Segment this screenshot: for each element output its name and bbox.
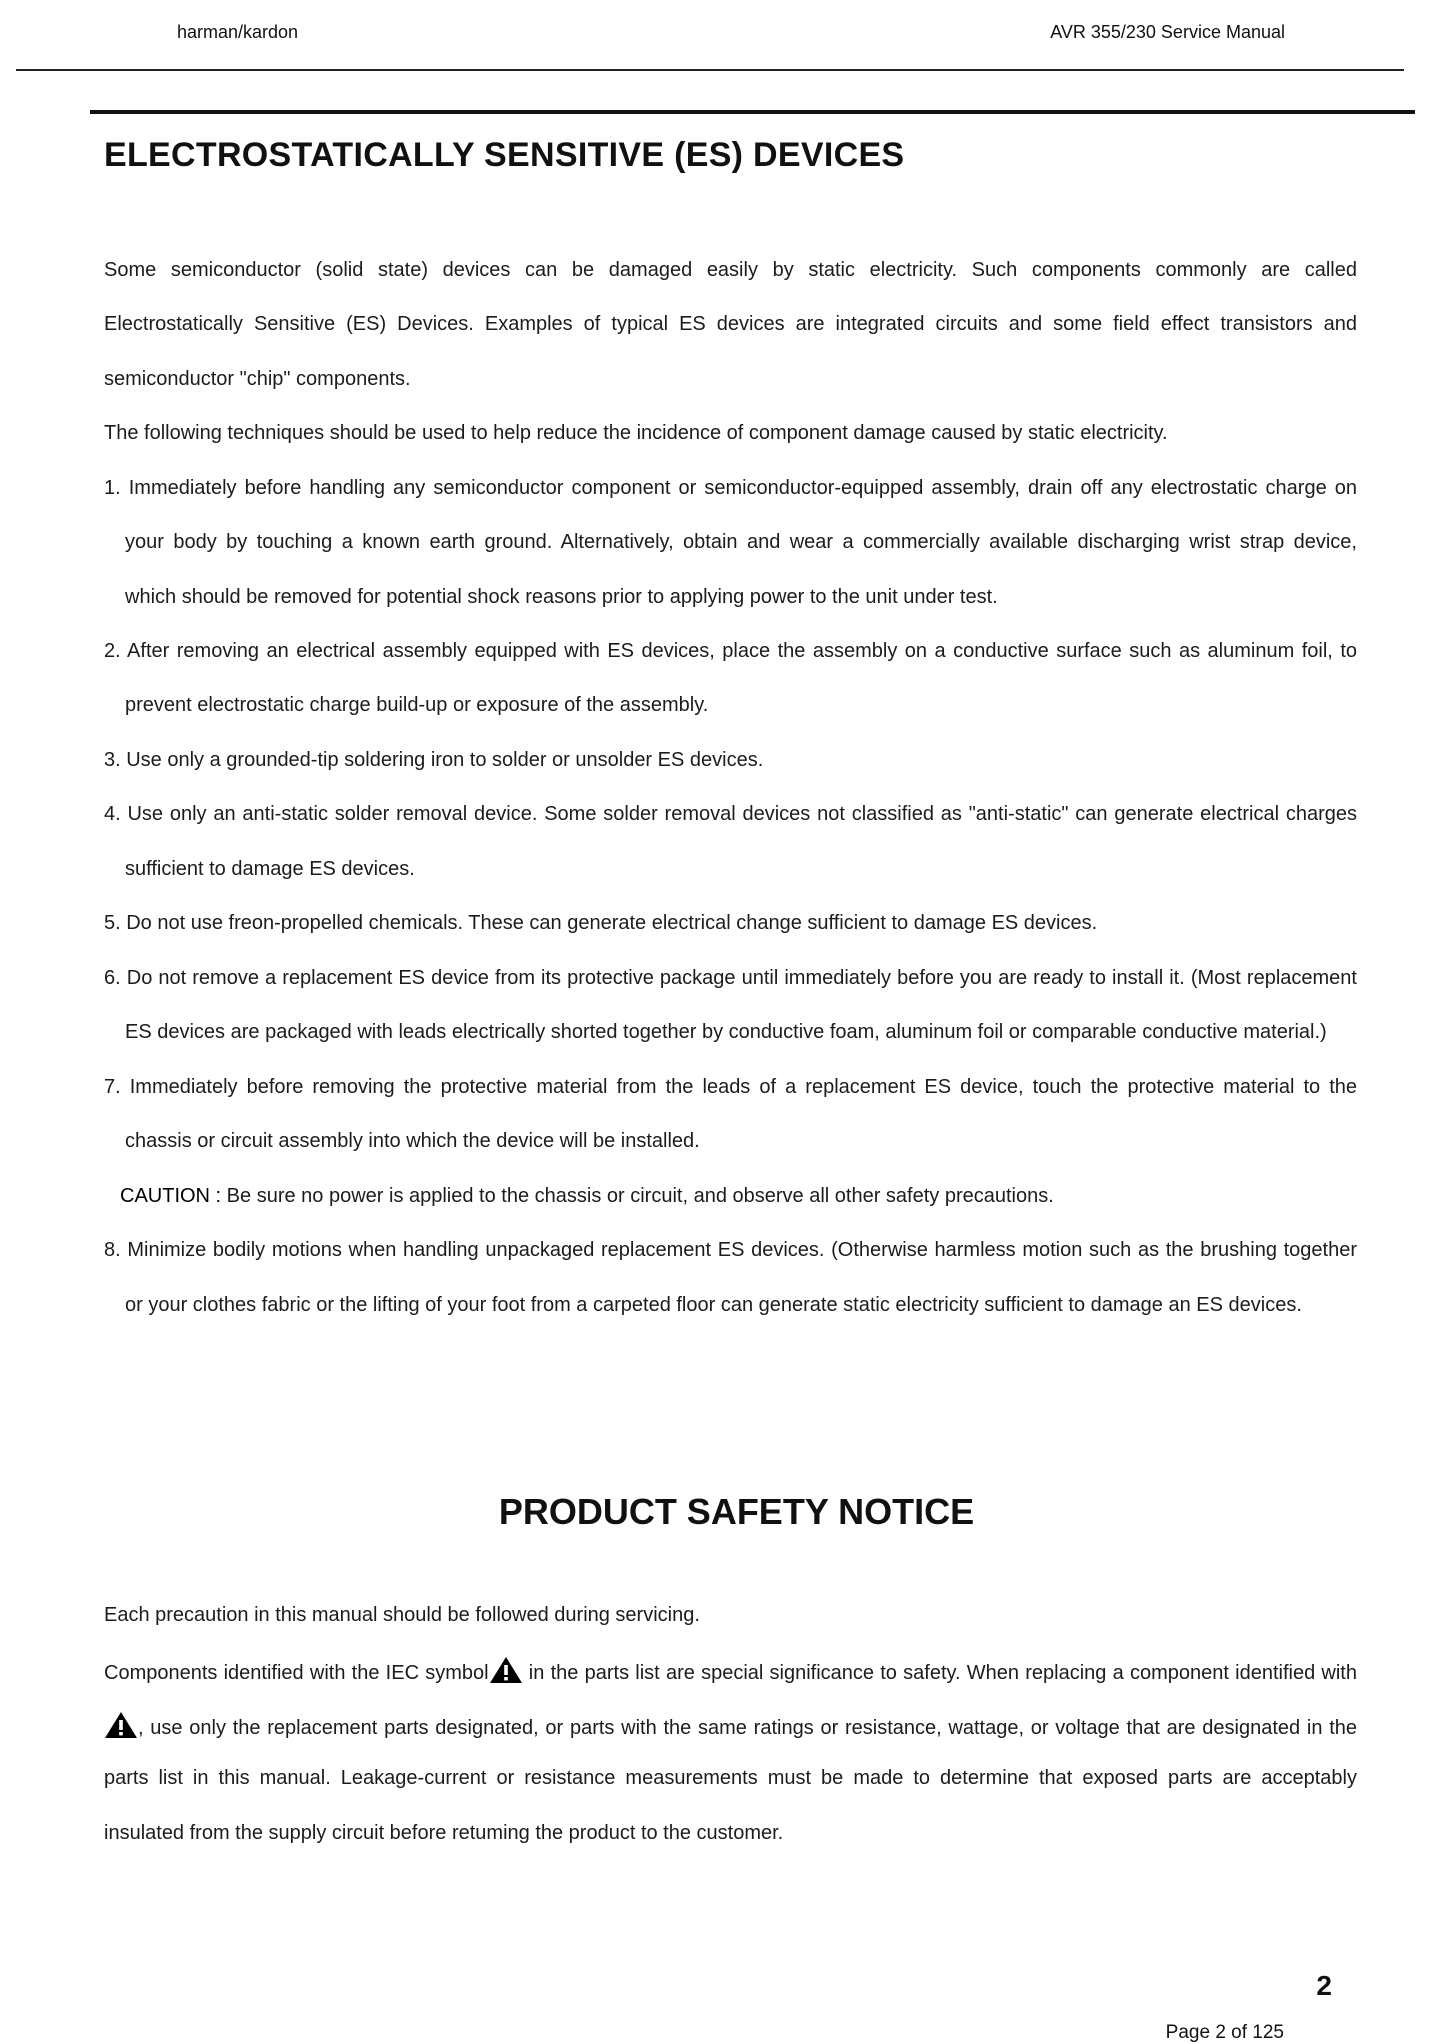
- list-item-6-cont: ES devices are packaged with leads electrically shorted together by conductive foam, aluminum foil or comparable conductive material.): [125, 1021, 1327, 1043]
- safety-line: Each precaution in this manual should be followed during servicing.: [104, 1604, 700, 1626]
- safety-line: insulated from the supply circuit before retuming the product to the customer.: [104, 1822, 784, 1844]
- list-item-4-cont: sufficient to damage ES devices.: [125, 858, 415, 880]
- safety-line-symbol: [104, 1711, 1357, 1741]
- warning-triangle-icon: [104, 1711, 138, 1739]
- list-item-2: 2. After removing an electrical assembly equipped with ES devices, place the assembly on a conductive surface such as aluminum foil, to: [104, 640, 1357, 662]
- es-section-title: ELECTROSTATICALLY SENSITIVE (ES) DEVICES: [104, 136, 905, 174]
- section-divider: [90, 110, 1415, 114]
- list-item-1: 1. Immediately before handling any semiconductor component or semiconductor-equipped assembly, drain off any electrostatic charge on: [104, 477, 1357, 499]
- list-item-4: 4. Use only an anti-static solder removal device. Some solder removal devices not classified as "anti-static" can generate electrical charges: [104, 803, 1357, 825]
- list-item-1-cont: which should be removed for potential shock reasons prior to applying power to the unit under test.: [125, 586, 998, 608]
- list-item-8: 8. Minimize bodily motions when handling unpackaged replacement ES devices. (Otherwise harmless motion such as the brushing together: [104, 1239, 1357, 1261]
- list-item-6: 6. Do not remove a replacement ES device from its protective package until immediately before you are ready to install it. (Most replacement: [104, 967, 1357, 989]
- header-manual-title: AVR 355/230 Service Manual: [1050, 22, 1285, 42]
- caution-note: [120, 1183, 1373, 1209]
- list-item-8-cont: or your clothes fabric or the lifting of your foot from a carpeted floor can generate static electricity sufficient to damage an ES devices.: [125, 1294, 1302, 1316]
- header-divider: [16, 69, 1404, 71]
- safety-line-iec-a: Components identified with the IEC symbol: [104, 1662, 489, 1684]
- list-item-1-cont: your body by touching a known earth ground. Alternatively, obtain and wear a commercially available discharging wrist strap device,: [125, 531, 1357, 553]
- es-intro-line: Electrostatically Sensitive (ES) Devices. Examples of typical ES devices are integrated circuits and some field effect transistors and: [104, 313, 1357, 335]
- page-count: Page 2 of 125: [1165, 2022, 1284, 2043]
- es-intro-line: semiconductor "chip" components.: [104, 368, 411, 390]
- es-intro-line: Some semiconductor (solid state) devices can be damaged easily by static electricity. Such components commonly are called: [104, 259, 1357, 281]
- caution-text: Be sure no power is applied to the chassis or circuit, and observe all other safety precautions.: [221, 1185, 1054, 1207]
- safety-line-iec-b: in the parts list are special significance to safety. When replacing a component identified with: [522, 1662, 1357, 1684]
- caution-label: CAUTION :: [120, 1185, 222, 1207]
- list-item-7: 7. Immediately before removing the protective material from the leads of a replacement ES device, touch the protective material to the: [104, 1076, 1357, 1098]
- safety-section-title: PRODUCT SAFETY NOTICE: [498, 1491, 975, 1532]
- list-item-5: 5. Do not use freon-propelled chemicals. These can generate electrical change sufficient to damage ES devices.: [104, 912, 1098, 934]
- safety-line-symbol-text: , use only the replacement parts designated, or parts with the same ratings or resistance, wattage, or voltage that are designated in the: [138, 1717, 1357, 1739]
- header-brand: harman/kardon: [177, 22, 299, 42]
- warning-triangle-icon: [489, 1656, 523, 1684]
- es-intro-line: The following techniques should be used to help reduce the incidence of component damage caused by static electricity.: [104, 422, 1168, 444]
- list-item-3: 3. Use only a grounded-tip soldering iron to solder or unsolder ES devices.: [104, 749, 764, 771]
- safety-line-iec: [104, 1656, 1357, 1686]
- list-item-7-cont: chassis or circuit assembly into which the device will be installed.: [125, 1130, 700, 1152]
- safety-line: parts list in this manual. Leakage-current or resistance measurements must be made to determine that exposed parts are acceptably: [104, 1767, 1357, 1789]
- page-number: 2: [1316, 1970, 1332, 2001]
- list-item-2-cont: prevent electrostatic charge build-up or exposure of the assembly.: [125, 694, 709, 716]
